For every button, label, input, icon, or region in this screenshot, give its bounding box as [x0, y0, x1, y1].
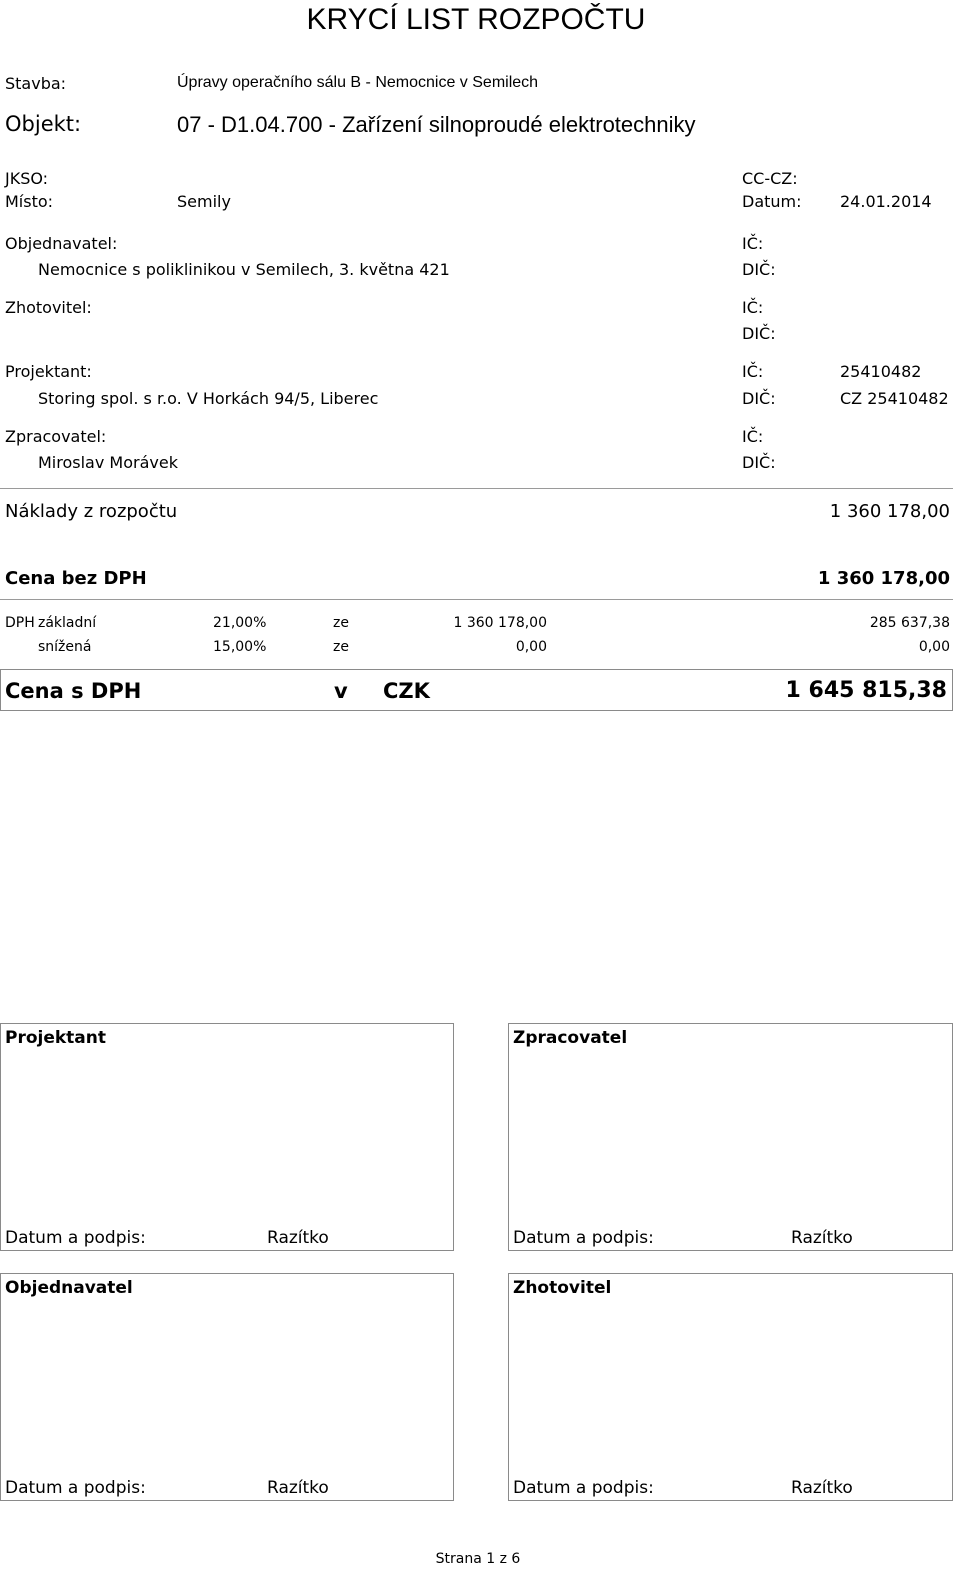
- objednavatel-ic-label: IČ:: [742, 234, 764, 253]
- signature-razitko-label: Razítko: [267, 1478, 329, 1498]
- objednavatel-label: Objednavatel:: [5, 234, 118, 253]
- zhotovitel-label: Zhotovitel:: [5, 298, 92, 317]
- naklady-label: Náklady z rozpočtu: [5, 501, 178, 522]
- signature-box-objednavatel: [0, 1273, 454, 1501]
- projektant-dic-label: DIČ:: [742, 389, 776, 408]
- projektant-name: Storing spol. s r.o. V Horkách 94/5, Liberec: [38, 389, 379, 408]
- projektant-label: Projektant:: [5, 362, 92, 381]
- zhotovitel-ic-label: IČ:: [742, 298, 764, 317]
- zhotovitel-dic-label: DIČ:: [742, 324, 776, 343]
- signature-box-projektant: [0, 1023, 454, 1251]
- zpracovatel-name: Miroslav Morávek: [38, 453, 178, 472]
- projektant-dic-value: CZ 25410482: [840, 389, 949, 408]
- dph-snizena-name: snížená: [38, 639, 92, 655]
- dph-snizena-amount: 0,00: [918, 639, 950, 655]
- objednavatel-dic-label: DIČ:: [742, 260, 776, 279]
- naklady-value: 1 360 178,00: [829, 501, 950, 522]
- cena-s-dph-currency: CZK: [383, 679, 430, 703]
- zpracovatel-ic-label: IČ:: [742, 427, 764, 446]
- stavba-label: Stavba:: [5, 74, 67, 93]
- jkso-label: JKSO:: [5, 169, 49, 188]
- dph-zakladni-amount: 285 637,38: [869, 615, 950, 631]
- misto-value: Semily: [177, 192, 231, 211]
- cc-cz-label: CC-CZ:: [742, 169, 798, 188]
- zpracovatel-dic-label: DIČ:: [742, 453, 776, 472]
- dph-zakladni-ze: ze: [333, 615, 349, 631]
- page-title: KRYCÍ LIST ROZPOČTU: [306, 3, 646, 36]
- cena-s-dph-label: Cena s DPH: [5, 679, 142, 703]
- misto-label: Místo:: [5, 192, 54, 211]
- dph-snizena-base: 0,00: [515, 639, 547, 655]
- cena-bez-dph-label: Cena bez DPH: [5, 568, 147, 589]
- signature-box-zpracovatel: [508, 1023, 953, 1251]
- signature-datum-label: Datum a podpis:: [513, 1478, 654, 1498]
- objekt-value: 07 - D1.04.700 - Zařízení silnoproudé elektrotechniky: [177, 112, 696, 137]
- objednavatel-name: Nemocnice s poliklinikou v Semilech, 3. května 421: [38, 260, 450, 279]
- dph-snizena-rate: 15,00%: [213, 639, 267, 655]
- signature-title: Zpracovatel: [513, 1028, 628, 1048]
- objekt-label: Objekt:: [5, 112, 82, 136]
- signature-box-zhotovitel: [508, 1273, 953, 1501]
- dph-zakladni-name: základní: [38, 615, 97, 631]
- signature-datum-label: Datum a podpis:: [513, 1228, 654, 1248]
- signature-razitko-label: Razítko: [791, 1478, 853, 1498]
- dph-label: DPH: [5, 615, 35, 631]
- signature-datum-label: Datum a podpis:: [5, 1228, 146, 1248]
- page-number: Strana 1 z 6: [435, 1551, 521, 1567]
- cena-s-dph-value: 1 645 815,38: [785, 678, 947, 703]
- cena-bez-dph-value: 1 360 178,00: [817, 568, 950, 589]
- cena-s-dph-box: [0, 669, 953, 711]
- dph-zakladni-base: 1 360 178,00: [453, 615, 547, 631]
- datum-value: 24.01.2014: [840, 192, 932, 211]
- divider-dph: [0, 599, 953, 600]
- signature-razitko-label: Razítko: [791, 1228, 853, 1248]
- stavba-value: Úpravy operačního sálu B - Nemocnice v Semilech: [177, 74, 539, 91]
- signature-datum-label: Datum a podpis:: [5, 1478, 146, 1498]
- datum-label: Datum:: [742, 192, 802, 211]
- signature-title: Projektant: [5, 1028, 107, 1048]
- divider-top: [0, 488, 953, 489]
- cena-s-dph-v: v: [334, 679, 348, 703]
- projektant-ic-value: 25410482: [840, 362, 922, 381]
- signature-razitko-label: Razítko: [267, 1228, 329, 1248]
- zpracovatel-label: Zpracovatel:: [5, 427, 107, 446]
- dph-zakladni-rate: 21,00%: [213, 615, 267, 631]
- projektant-ic-label: IČ:: [742, 362, 764, 381]
- dph-snizena-ze: ze: [333, 639, 349, 655]
- signature-title: Zhotovitel: [513, 1278, 612, 1298]
- signature-title: Objednavatel: [5, 1278, 133, 1298]
